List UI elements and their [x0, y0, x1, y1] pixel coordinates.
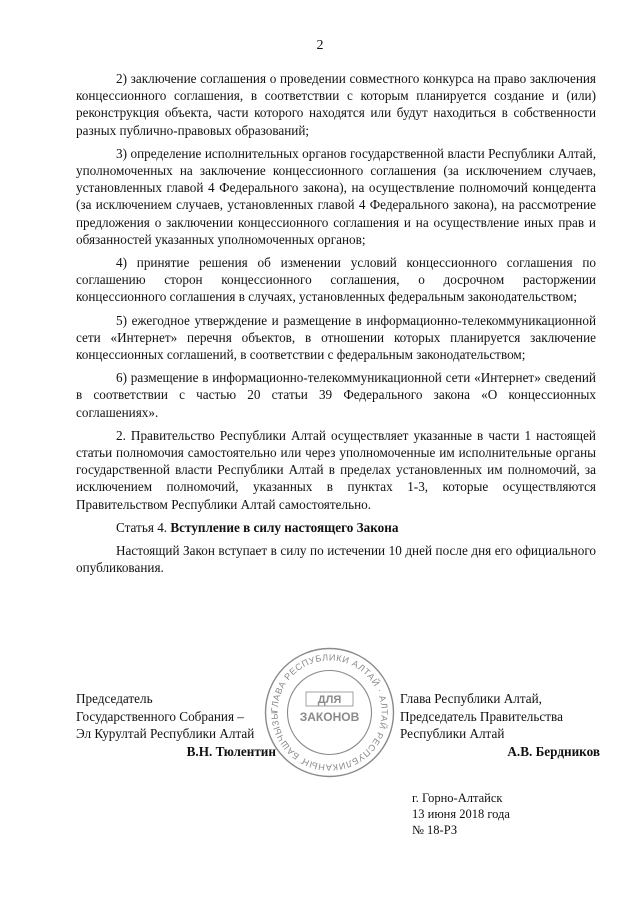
page-number: 2 [316, 38, 324, 53]
seal-center-top: ДЛЯ [317, 694, 342, 706]
place-date-block [412, 790, 510, 838]
article-heading [76, 519, 596, 536]
article-title: Вступление в силу настоящего Закона [170, 519, 399, 535]
left-signatory-line1: Председатель [76, 691, 153, 706]
paragraph-item-2: 2) заключение соглашения о проведении совместного конкурса на право заключения концессионного соглашения, в соответствии с которым планируется создание и (или) реконструкция объекта, части которого находятся или будут находиться в собственности разных публично-правовых образований; [76, 71, 596, 138]
right-signatory [400, 690, 600, 760]
place-date: 13 июня 2018 года [412, 807, 510, 821]
article-prefix: Статья 4. [116, 519, 171, 535]
place-city: г. Горно-Алтайск [412, 791, 503, 805]
right-signatory-line2: Председатель Правительства [400, 708, 563, 724]
seal-center-bottom: ЗАКОНОВ [299, 710, 360, 724]
final-paragraph: Настоящий Закон вступает в силу по истечении 10 дней после дня его официального опубликования. [76, 543, 596, 576]
official-seal [262, 645, 397, 780]
paragraph-item-5: 5) ежегодное утверждение и размещение в информационно-телекоммуникационной сети «Интернет» перечня объектов, в отношении которых планируется заключение концессионных соглашений, в соответствии с федеральным законодательством; [76, 312, 596, 363]
paragraph-item-3: 3) определение исполнительных органов государственной власти Республики Алтай, уполномоченных на заключение концессионного соглашения (за исключением случаев, установленных главой 4 Федерального закона), на осуществление полномочий концедента (за исключением случаев, установленных главой 4 Федерального закона), на рассмотрение предложения о заключении концессионного соглашения и на осуществление иных прав и обязанностей указанных уполномоченных органов; [76, 145, 596, 247]
left-signatory [76, 690, 276, 760]
left-signatory-line3: Эл Курултай Республики Алтай [76, 726, 255, 741]
paragraph-part-2: 2. Правительство Республики Алтай осуществляет указанные в части 1 настоящей статьи полномочия самостоятельно или через уполномоченные им исполнительные органы государственной власти Республики Алтай в пределах установленных им полномочий, за исключением полномочий, указанных в пунктах 1-3, которые осуществляются Правительством Республики Алтай самостоятельно. [76, 427, 596, 512]
right-signatory-line3: Республики Алтай [400, 726, 505, 741]
left-signatory-line2: Государственного Собрания – [76, 708, 244, 724]
right-signatory-line1: Глава Республики Алтай, [400, 691, 542, 706]
seal-ring-text: ГЛАВА РЕСПУБЛИКИ АЛТАЙ · АЛТАЙ РЕСПУБЛИКАНЫҤ БАШЧЫЗЫ [269, 652, 390, 773]
paragraph-item-4: 4) принятие решения об изменении условий концессионного соглашения по соглашению сторон концессионного соглашения, о досрочном расторжении концессионного соглашения в случаях, установленных федеральным законодательством; [76, 255, 596, 305]
document-body [76, 70, 596, 582]
paragraph-item-6: 6) размещение в информационно-телекоммуникационной сети «Интернет» сведений в соответствии с частью 20 статьи 39 Федерального закона «О концессионных соглашениях». [76, 370, 596, 420]
left-signatory-name: В.Н. Тюлентин [186, 743, 276, 759]
law-number: № 18-РЗ [412, 823, 458, 837]
right-signatory-name: А.В. Бердников [507, 743, 600, 759]
